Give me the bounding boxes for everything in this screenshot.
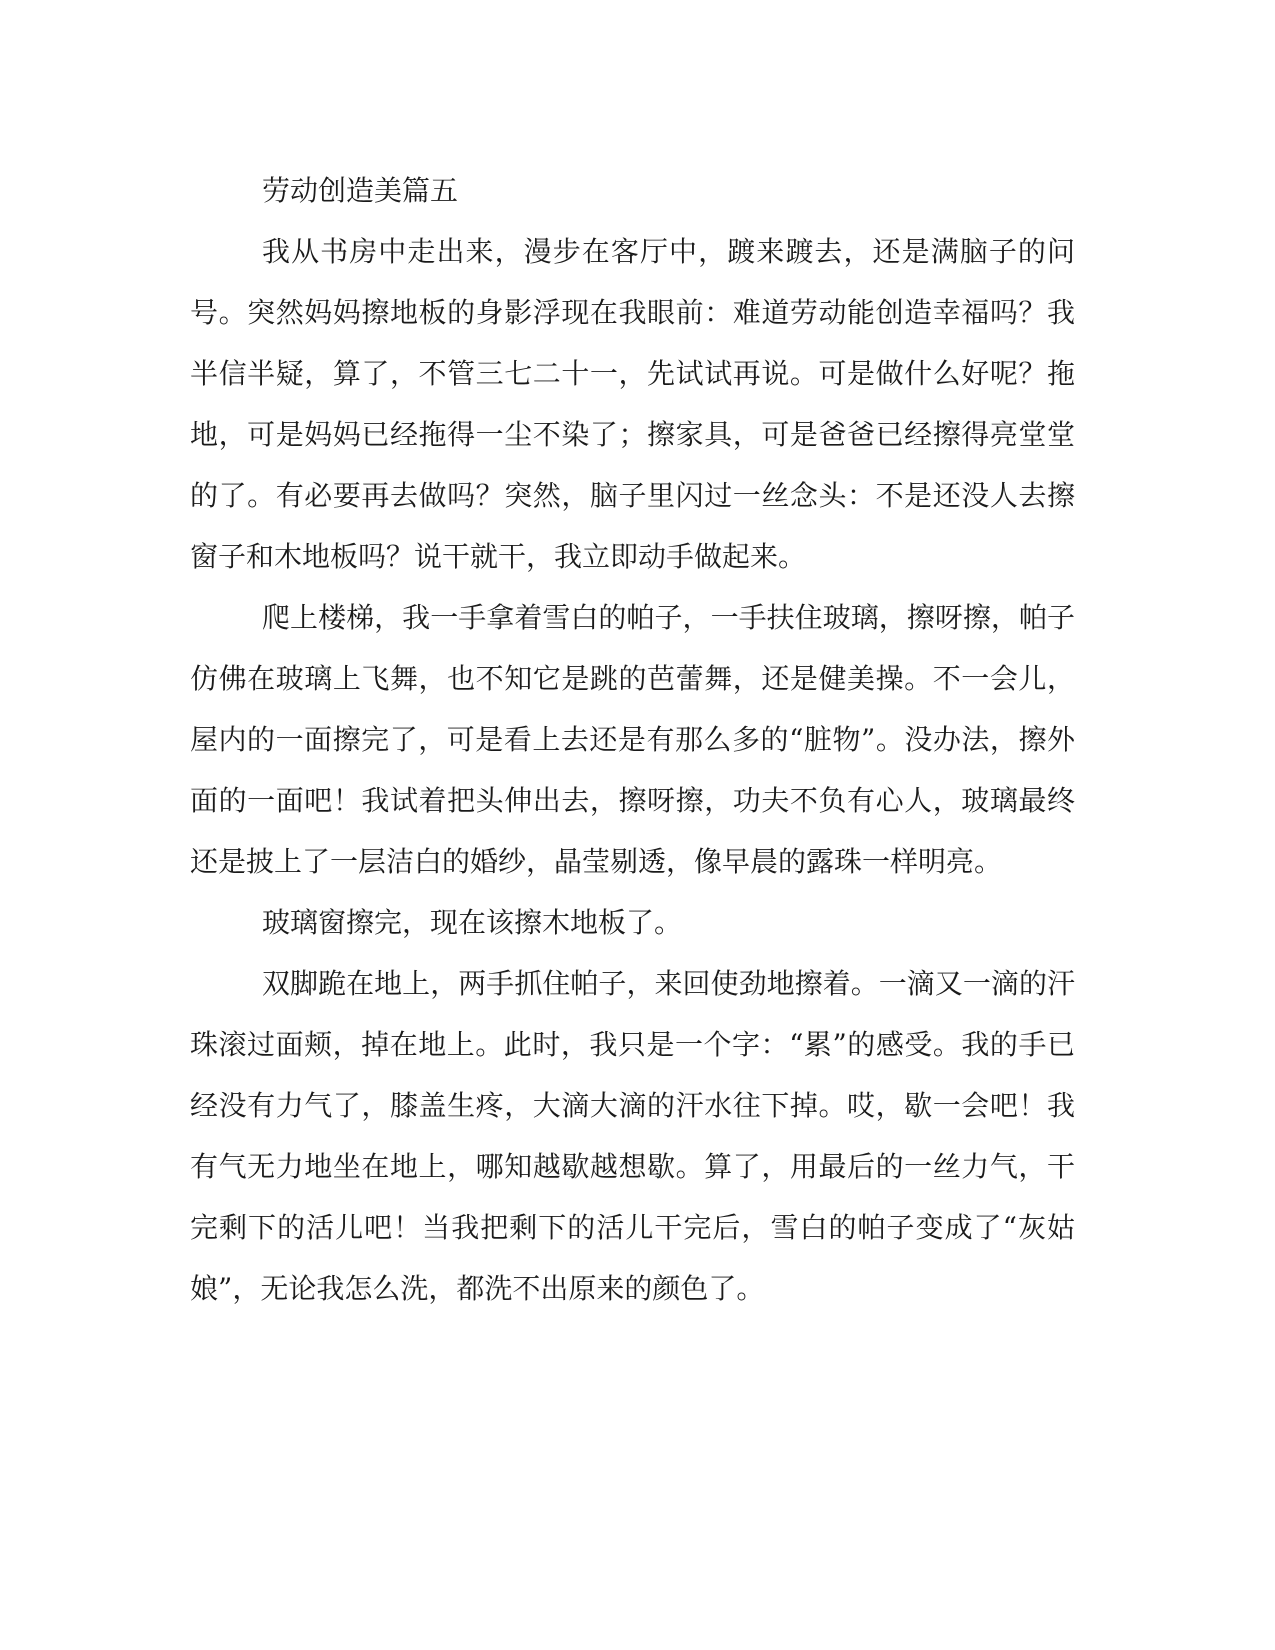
document-body <box>190 160 1075 1319</box>
paragraph-1: 我从书房中走出来，漫步在客厅中，踱来踱去，还是满脑子的问号。突然妈妈擦地板的身影浮现在我眼前：难道劳动能创造幸福吗？我半信半疑，算了，不管三七二十一，先试试再说。可是做什么好呢？拖地，可是妈妈已经拖得一尘不染了；擦家具，可是爸爸已经擦得亮堂堂的了。有必要再去做吗？突然，脑子里闪过一丝念头：不是还没人去擦窗子和木地板吗？说干就干，我立即动手做起来。 <box>190 235 1075 573</box>
paragraph-4: 双脚跪在地上，两手抓住帕子，来回使劲地擦着。一滴又一滴的汗珠滚过面颊，掉在地上。此时，我只是一个字：“累”的感受。我的手已经没有力气了，膝盖生疼，大滴大滴的汗水往下掉。哎，歇一会吧！我有气无力地坐在地上，哪知越歇越想歇。算了，用最后的一丝力气，干完剩下的活儿吧！当我把剩下的活儿干完后，雪白的帕子变成了“灰姑娘”，无论我怎么洗，都洗不出原来的颜色了。 <box>190 967 1075 1305</box>
essay-title: 劳动创造美篇五 <box>262 174 459 207</box>
paragraph-3: 玻璃窗擦完，现在该擦木地板了。 <box>262 906 683 939</box>
paragraph-2: 爬上楼梯，我一手拿着雪白的帕子，一手扶住玻璃，擦呀擦，帕子仿佛在玻璃上飞舞，也不知它是跳的芭蕾舞，还是健美操。不一会儿，屋内的一面擦完了，可是看上去还是有那么多的“脏物”。没办法，擦外面的一面吧！我试着把头伸出去，擦呀擦，功夫不负有心人，玻璃最终还是披上了一层洁白的婚纱，晶莹剔透，像早晨的露珠一样明亮。 <box>190 601 1075 878</box>
